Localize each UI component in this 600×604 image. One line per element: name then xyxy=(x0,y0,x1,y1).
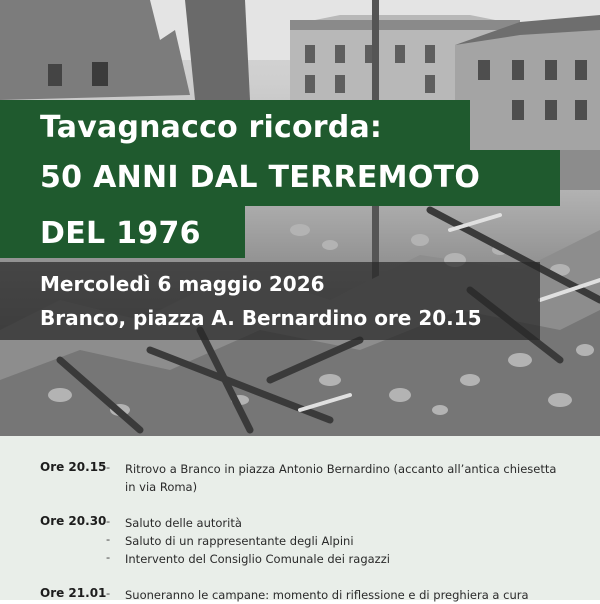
bullet-dash: - xyxy=(106,586,111,600)
event-date: Mercoledì 6 maggio 2026 xyxy=(40,272,325,296)
title-line-3: DEL 1976 xyxy=(40,216,201,251)
bullet-dash: - xyxy=(106,532,111,546)
program-item: in via Roma) xyxy=(125,480,198,494)
bullet-dash: - xyxy=(106,460,111,474)
program-time: Ore 21.01 xyxy=(40,586,107,600)
title-line-2: 50 ANNI DAL TERREMOTO xyxy=(40,160,481,195)
title-banner-line-2 xyxy=(0,150,560,206)
program-item: Saluto delle autorità xyxy=(125,516,242,530)
bullet-dash: - xyxy=(106,514,111,528)
program-section xyxy=(0,436,600,600)
program-item: Suoneranno le campane: momento di riflessione e di preghiera a cura xyxy=(125,588,529,602)
program-time: Ore 20.30 xyxy=(40,514,107,528)
title-banner-line-1 xyxy=(0,100,470,150)
bullet-dash: - xyxy=(106,550,111,564)
title-line-1: Tavagnacco ricorda: xyxy=(40,110,383,145)
event-place: Branco, piazza A. Bernardino ore 20.15 xyxy=(40,306,482,330)
program-item: Ritrovo a Branco in piazza Antonio Bernardino (accanto all’antica chiesetta xyxy=(125,462,557,476)
program-item: Saluto di un rappresentante degli Alpini xyxy=(125,534,354,548)
title-banner-line-3 xyxy=(0,206,245,258)
program-item: Intervento del Consiglio Comunale dei ragazzi xyxy=(125,552,390,566)
program-time: Ore 20.15 xyxy=(40,460,107,474)
